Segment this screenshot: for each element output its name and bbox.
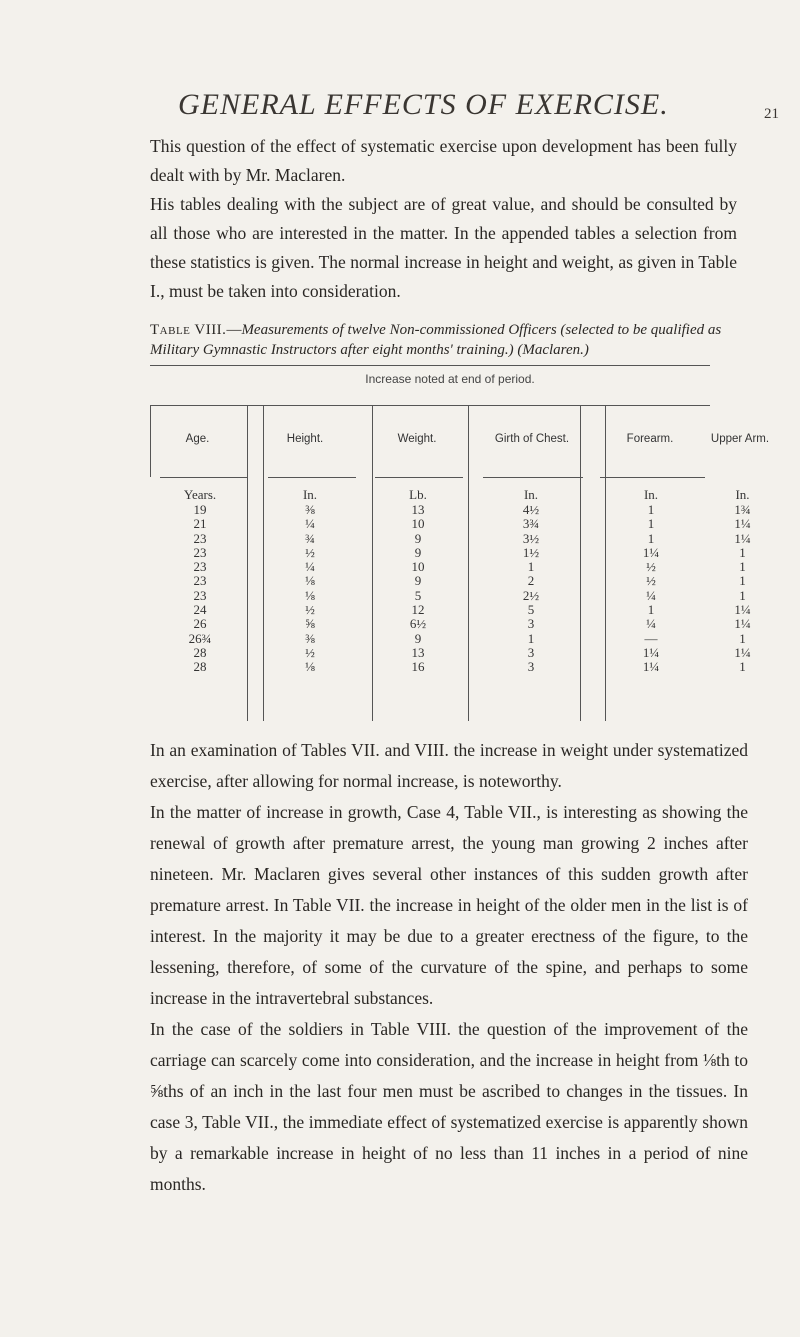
table-cell: 19 [193, 502, 207, 517]
table-cell: 1¼ [642, 659, 660, 675]
table-cell: ⅛ [305, 659, 315, 675]
header-weight: Weight. [397, 433, 437, 445]
table-cell: 1¼ [642, 644, 660, 660]
table-cell: 5 [414, 587, 422, 603]
unit-label: In. [643, 487, 659, 502]
table-cell: 3 [527, 659, 535, 675]
paragraph-weight-increase: In an examination of Tables VII. and VIII. the increase in weight under systematized exercise, after allowing for normal increase, is noteworthy. [150, 740, 748, 791]
table-cell: 1 [739, 587, 746, 603]
table-cell: 23 [193, 573, 207, 589]
table-caption [150, 320, 755, 360]
paragraph-intro: This question of the effect of systematic exercise upon development has been fully dealt with by Mr. Maclaren. [150, 136, 737, 185]
table-cell: 12 [411, 602, 425, 618]
header-underline-height [268, 477, 356, 478]
paragraph-tables: His tables dealing with the subject are of great value, and should be consulted by all those who are interested in the matter. In the appended tables a selection from these statistics is given. The normal increase in height and weight, as given in Table I., must be taken into consideration. [150, 194, 737, 301]
unit-label: In. [302, 487, 318, 502]
table-cell: 9 [414, 530, 422, 546]
paragraph-soldiers: In the case of the soldiers in Table VIII. the question of the improvement of the carriage can scarcely come into consideration, and the increase in height from ⅛th to ⅝ths of an inch in the last four men must be ascribed to changes in the tissues. In case 3, Table VII., the immediate effect of systematized exercise is apparently shown by a remarkable increase in height of no less than 11 inches in a period of nine months. [150, 1019, 748, 1194]
table-top-rule [150, 365, 710, 366]
table-cell: 26 [193, 616, 207, 632]
table-cell: ⅛ [305, 573, 315, 589]
table-cell: 23 [193, 587, 207, 603]
column-weight [368, 487, 468, 675]
table-cell: ⅜ [305, 502, 315, 517]
table-cell: ¼ [305, 516, 315, 532]
table-cell: 9 [414, 630, 422, 646]
table-cell: 9 [414, 544, 422, 560]
header-upper-arm: Upper Arm. [710, 433, 770, 445]
table-cell: ½ [646, 573, 656, 589]
running-head: GENERAL EFFECTS OF EXERCISE. [178, 88, 669, 121]
table-caption-text: Measurements of twelve Non-commissioned Officers (selected to be qualified as Military Gymnastic Instructors after eight months' training.) (Maclaren.) [150, 322, 722, 358]
table-cell: 3½ [522, 530, 540, 546]
table-cell: 23 [193, 559, 207, 575]
table-cell: ¼ [646, 587, 656, 603]
table-header-rule [150, 405, 710, 406]
table-cell: 28 [193, 659, 207, 675]
table-cell: 6½ [409, 616, 427, 632]
table-cell: ½ [305, 644, 315, 660]
table-cell: 2 [527, 573, 535, 589]
table-cell: 4½ [522, 502, 540, 517]
page-number: 21 [764, 106, 779, 122]
table-cell: ½ [646, 559, 656, 575]
measurements-table [150, 405, 770, 725]
unit-label: In. [523, 487, 539, 502]
table-cell: 16 [411, 659, 425, 675]
column-height [260, 487, 360, 675]
table-cell: 1 [739, 659, 746, 675]
column-divider-1 [247, 405, 248, 721]
column-upper-arm [700, 487, 785, 675]
table-cell: 1¼ [734, 530, 751, 546]
table-cell: 1 [647, 516, 655, 532]
table-cell: ⅜ [305, 630, 315, 646]
table-cell: ¼ [305, 559, 315, 575]
table-cell: 28 [193, 644, 207, 660]
table-cell: 10 [411, 516, 425, 532]
table-cell: 1 [739, 559, 746, 575]
table-cell: 1 [527, 630, 535, 646]
caption-separator: — [226, 322, 242, 338]
table-cell: 1¼ [734, 602, 751, 618]
table-cell: 3 [527, 616, 535, 632]
unit-label: Years. [183, 487, 217, 502]
column-age [155, 487, 245, 675]
paragraph-growth: In the matter of increase in growth, Case 4, Table VII., is interesting as showing the renewal of growth after premature arrest, the young man growing 2 inches after nineteen. Mr. Maclaren gives several other instances of this sudden growth after premature arrest. In Table VII. the increase in height of the older men in the list is of interest. In the majority it may be due to a greater erectness of the figure, to the lessening, therefore, of some of the curvature of the spine, and perhaps to some increase in the intravertebral substances. [150, 802, 748, 1008]
table-cell: 13 [411, 644, 425, 660]
table-cell: 2½ [522, 587, 540, 603]
table-cell: 23 [193, 544, 207, 560]
table-cell: 1 [647, 602, 655, 618]
table-cell: 24 [193, 602, 207, 618]
table-cell: 23 [193, 530, 207, 546]
header-underline-forearm [600, 477, 705, 478]
table-cell: ¼ [646, 616, 656, 632]
table-cell: 3¾ [522, 516, 540, 532]
column-divider-4 [468, 405, 469, 721]
table-cell: 1½ [522, 544, 540, 560]
unit-label: Lb. [409, 487, 427, 502]
table-cell: 1 [739, 630, 746, 646]
unit-label: In. [735, 487, 750, 502]
table-cell: 26¾ [188, 630, 212, 646]
table-cell: 9 [414, 573, 422, 589]
table-cell: 1¼ [734, 616, 751, 632]
table-cell: 1 [739, 544, 746, 560]
header-underline-weight [375, 477, 463, 478]
header-underline-chest [483, 477, 583, 478]
table-cell: ¾ [305, 530, 315, 546]
table-cell: 1¼ [734, 644, 751, 660]
table-cell: ½ [305, 544, 315, 560]
table-cell: 10 [411, 559, 425, 575]
header-underline-age [160, 477, 248, 478]
increase-note: Increase noted at end of period. [365, 372, 535, 386]
table-label: Table VIII. [150, 322, 227, 338]
header-chest: Girth of Chest. [494, 433, 570, 445]
table-cell: ⅝ [305, 616, 315, 632]
table-cell: ½ [305, 602, 315, 618]
table-cell: 1 [647, 530, 655, 546]
table-cell: 1 [739, 573, 746, 589]
table-cell: 1 [647, 502, 655, 517]
header-age: Age. [185, 433, 210, 445]
column-chest [476, 487, 586, 675]
table-cell: — [644, 630, 658, 646]
table-cell: 1 [527, 559, 535, 575]
header-height: Height. [286, 433, 324, 445]
table-cell: 1¼ [642, 544, 660, 560]
table-cell: 5 [527, 602, 535, 618]
table-cell: 13 [411, 502, 425, 517]
column-forearm [596, 487, 706, 675]
table-cell: 1¼ [734, 516, 751, 532]
table-cell: 3 [527, 644, 535, 660]
table-cell: 1¾ [734, 502, 751, 517]
header-forearm: Forearm. [626, 433, 674, 445]
table-cell: 21 [193, 516, 207, 532]
table-cell: ⅛ [305, 587, 315, 603]
